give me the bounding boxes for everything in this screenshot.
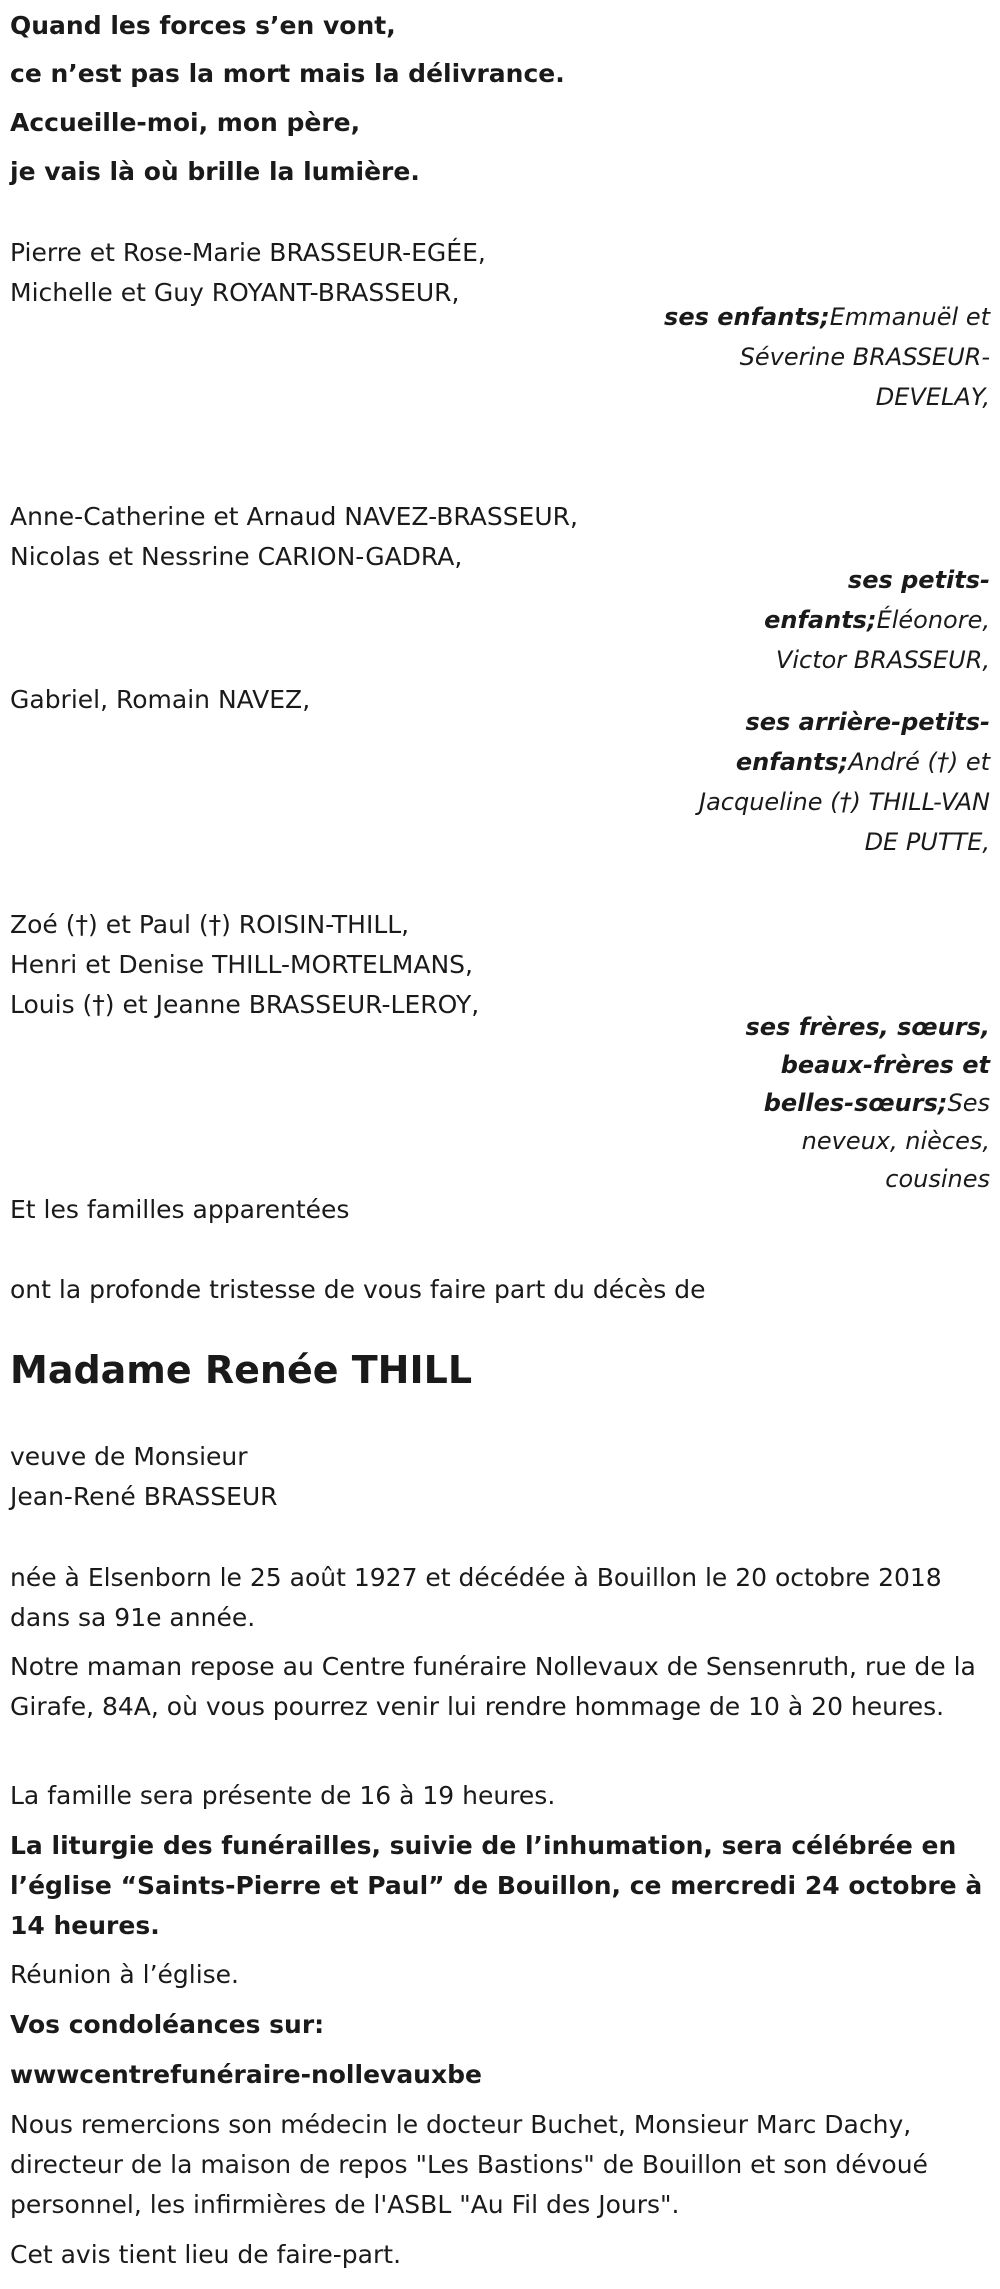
widow-line: veuve de Monsieur xyxy=(10,1442,248,1471)
rest-paragraph: Notre maman repose au Centre funéraire Nollevaux de Sensenruth, rue de la Girafe, 84A, où vous pourrez venir lui rendre hommage de 10 à 20 heures. xyxy=(10,1652,976,1721)
relation-block-siblings xyxy=(710,1008,990,1198)
family-name: Pierre et Rose-Marie BRASSEUR-EGÉE, xyxy=(10,238,486,267)
family-name: Henri et Denise THILL-MORTELMANS, xyxy=(10,950,473,979)
relation-label: ses enfants; xyxy=(664,303,830,331)
relation-block-grandchildren xyxy=(690,560,990,680)
birth-death-paragraph: née à Elsenborn le 25 août 1927 et décédée à Bouillon le 20 octobre 2018 dans sa 91e année. xyxy=(10,1563,942,1632)
relation-label: ses petits-enfants; xyxy=(764,566,990,634)
thanks-paragraph: Nous remercions son médecin le docteur Buchet, Monsieur Marc Dachy, directeur de la maison de repos "Les Bastions" de Bouillon et son dévoué personnel, les infirmières de l'ASBL "Au Fil des Jours". xyxy=(10,2110,928,2219)
poem-line: ce n’est pas la mort mais la délivrance. xyxy=(10,59,565,88)
relation-label: ses frères, sœurs, beaux-frères et belles-sœurs; xyxy=(745,1013,990,1117)
poem-line: Quand les forces s’en vont, xyxy=(10,11,396,40)
relation-extra: Éléonore, Victor BRASSEUR, xyxy=(775,606,990,674)
family-name: Nicolas et Nessrine CARION-GADRA, xyxy=(10,542,463,571)
meeting-paragraph: Réunion à l’église. xyxy=(10,1960,240,1989)
announcement-line: ont la profonde tristesse de vous faire part du décès de xyxy=(10,1275,706,1304)
families-line: Et les familles apparentées xyxy=(10,1195,350,1224)
relation-block-children xyxy=(660,297,990,417)
widow-line: Jean-René BRASSEUR xyxy=(10,1482,278,1511)
poem-line: je vais là où brille la lumière. xyxy=(10,157,420,186)
family-name: Anne-Catherine et Arnaud NAVEZ-BRASSEUR, xyxy=(10,502,578,531)
condolences-website: wwwcentrefunéraire-nollevauxbe xyxy=(10,2060,482,2089)
relation-extra: Ses neveux, nièces, cousines xyxy=(801,1089,990,1193)
family-presence-paragraph: La famille sera présente de 16 à 19 heures. xyxy=(10,1781,556,1810)
relation-extra: André (†) et Jacqueline (†) THILL-VAN DE PUTTE, xyxy=(699,748,990,856)
family-name: Louis (†) et Jeanne BRASSEUR-LEROY, xyxy=(10,990,480,1019)
closing-paragraph: Cet avis tient lieu de faire-part. xyxy=(10,2240,402,2269)
family-name: Gabriel, Romain NAVEZ, xyxy=(10,685,311,714)
deceased-name: Madame Renée THILL xyxy=(10,1348,473,1392)
family-name: Michelle et Guy ROYANT-BRASSEUR, xyxy=(10,278,460,307)
relation-label: ses arrière-petits-enfants; xyxy=(735,708,990,776)
poem-line: Accueille-moi, mon père, xyxy=(10,108,361,137)
family-name: Zoé (†) et Paul (†) ROISIN-THILL, xyxy=(10,910,410,939)
condolences-label: Vos condoléances sur: xyxy=(10,2010,325,2039)
liturgy-paragraph: La liturgie des funérailles, suivie de l’inhumation, sera célébrée en l’église “Saints-Pierre et Paul” de Bouillon, ce mercredi 24 octobre à 14 heures. xyxy=(10,1831,983,1940)
relation-block-great-grandchildren xyxy=(660,702,990,862)
relation-extra: Emmanuël et Séverine BRASSEUR-DEVELAY, xyxy=(739,303,990,411)
